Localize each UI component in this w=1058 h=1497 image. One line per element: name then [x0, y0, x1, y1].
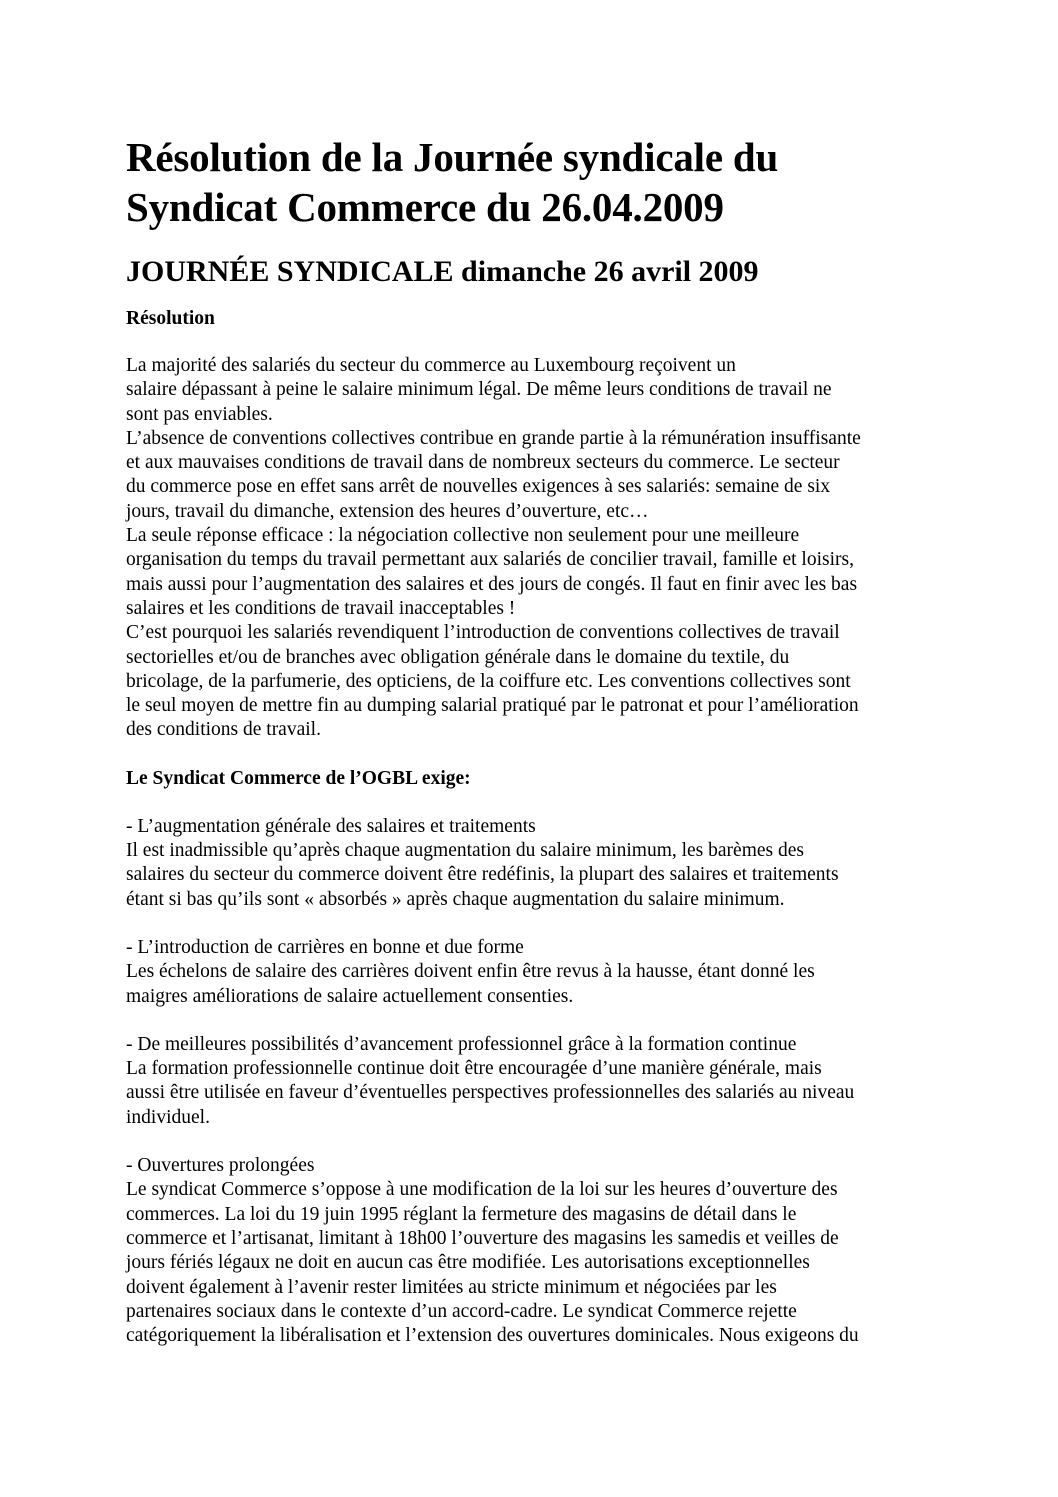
text-line: Le syndicat Commerce s’oppose à une modification de la loi sur les heures d’ouverture des [126, 1179, 838, 1201]
text-line: sont pas enviables. [126, 403, 273, 425]
demand-heading: - L’augmentation générale des salaires et traitements [126, 815, 536, 837]
text-line: maigres améliorations de salaire actuellement consenties. [126, 985, 574, 1007]
demand-item-training [126, 1033, 946, 1130]
text-line: le seul moyen de mettre fin au dumping salarial pratiqué par le patronat et pour l’amélioration [126, 695, 859, 717]
demand-heading: - L’introduction de carrières en bonne et due forme [126, 936, 524, 958]
text-line: et aux mauvaises conditions de travail dans de nombreux secteurs du commerce. Le secteur [126, 452, 840, 474]
text-line: étant si bas qu’ils sont « absorbés » après chaque augmentation du salaire minimum. [126, 888, 785, 910]
text-line: doivent également à l’avenir rester limitées au stricte minimum et négociées par les [126, 1276, 777, 1298]
demand-item-opening-hours [126, 1154, 946, 1348]
text-line: commerce et l’artisanat, limitant à 18h00 l’ouverture des magasins les samedis et veilles de [126, 1227, 839, 1249]
text-line: L’absence de conventions collectives contribue en grande partie à la rémunération insuffisante [126, 427, 861, 449]
document-title [126, 132, 946, 232]
text-line: sectorielles et/ou de branches avec obligation générale dans le domaine du textile, du [126, 646, 790, 668]
text-line: jours, travail du dimanche, extension des heures d’ouverture, etc… [126, 500, 649, 522]
text-line: mais aussi pour l’augmentation des salaires et des jours de congés. Il faut en finir avec les bas [126, 573, 858, 595]
demand-heading: - Ouvertures prolongées [126, 1155, 315, 1177]
text-line: catégoriquement la libéralisation et l’extension des ouvertures dominicales. Nous exigeons du [126, 1325, 859, 1347]
text-line: La majorité des salariés du secteur du commerce au Luxembourg reçoivent un [126, 355, 736, 376]
demands-heading: Le Syndicat Commerce de l’OGBL exige: [126, 767, 471, 789]
text-line: commerces. La loi du 19 juin 1995 réglant la fermeture des magasins de détail dans le [126, 1203, 797, 1225]
text-line: salaires du secteur du commerce doivent être redéfinis, la plupart des salaires et traitements [126, 864, 839, 886]
section-heading-resolution: Résolution [126, 308, 215, 329]
document-content [126, 132, 946, 1348]
text-line: Il est inadmissible qu’après chaque augmentation du salaire minimum, les barèmes des [126, 840, 804, 862]
text-line: salaire dépassant à peine le salaire minimum légal. De même leurs conditions de travail ne [126, 379, 832, 401]
title-line: Syndicat Commerce du 26.04.2009 [126, 184, 724, 230]
text-line: La formation professionnelle continue doit être encouragée d’une manière générale, mais [126, 1058, 822, 1080]
demand-heading: - De meilleures possibilités d’avancement professionnel grâce à la formation continue [126, 1033, 797, 1055]
text-line: des conditions de travail. [126, 719, 321, 741]
text-line: salaires et les conditions de travail inacceptables ! [126, 597, 516, 619]
text-line: organisation du temps du travail permettant aux salariés de concilier travail, famille et loisirs, [126, 549, 854, 571]
intro-paragraph [126, 354, 946, 743]
text-line: La seule réponse efficace : la négociation collective non seulement pour une meilleure [126, 525, 800, 547]
document-subtitle: JOURNÉE SYNDICALE dimanche 26 avril 2009 [126, 255, 759, 288]
text-line: aussi être utilisée en faveur d’éventuelles perspectives professionnelles des salariés au niveau [126, 1082, 855, 1104]
demand-item-salaries [126, 815, 946, 912]
title-line: Résolution de la Journée syndicale du [126, 134, 779, 180]
text-line: jours fériés légaux ne doit en aucun cas être modifiée. Les autorisations exceptionnelles [126, 1252, 810, 1274]
demands-list [126, 815, 946, 1349]
demand-item-careers [126, 936, 946, 1009]
text-line: partenaires sociaux dans le contexte d’un accord-cadre. Le syndicat Commerce rejette [126, 1300, 797, 1322]
text-line: C’est pourquoi les salariés revendiquent l’introduction de conventions collectives de travail [126, 622, 840, 644]
text-line: Les échelons de salaire des carrières doivent enfin être revus à la hausse, étant donné les [126, 961, 815, 983]
text-line: bricolage, de la parfumerie, des opticiens, de la coiffure etc. Les conventions collectives sont [126, 670, 851, 692]
text-line: du commerce pose en effet sans arrêt de nouvelles exigences à ses salariés: semaine de six [126, 476, 831, 498]
text-line: individuel. [126, 1106, 210, 1128]
